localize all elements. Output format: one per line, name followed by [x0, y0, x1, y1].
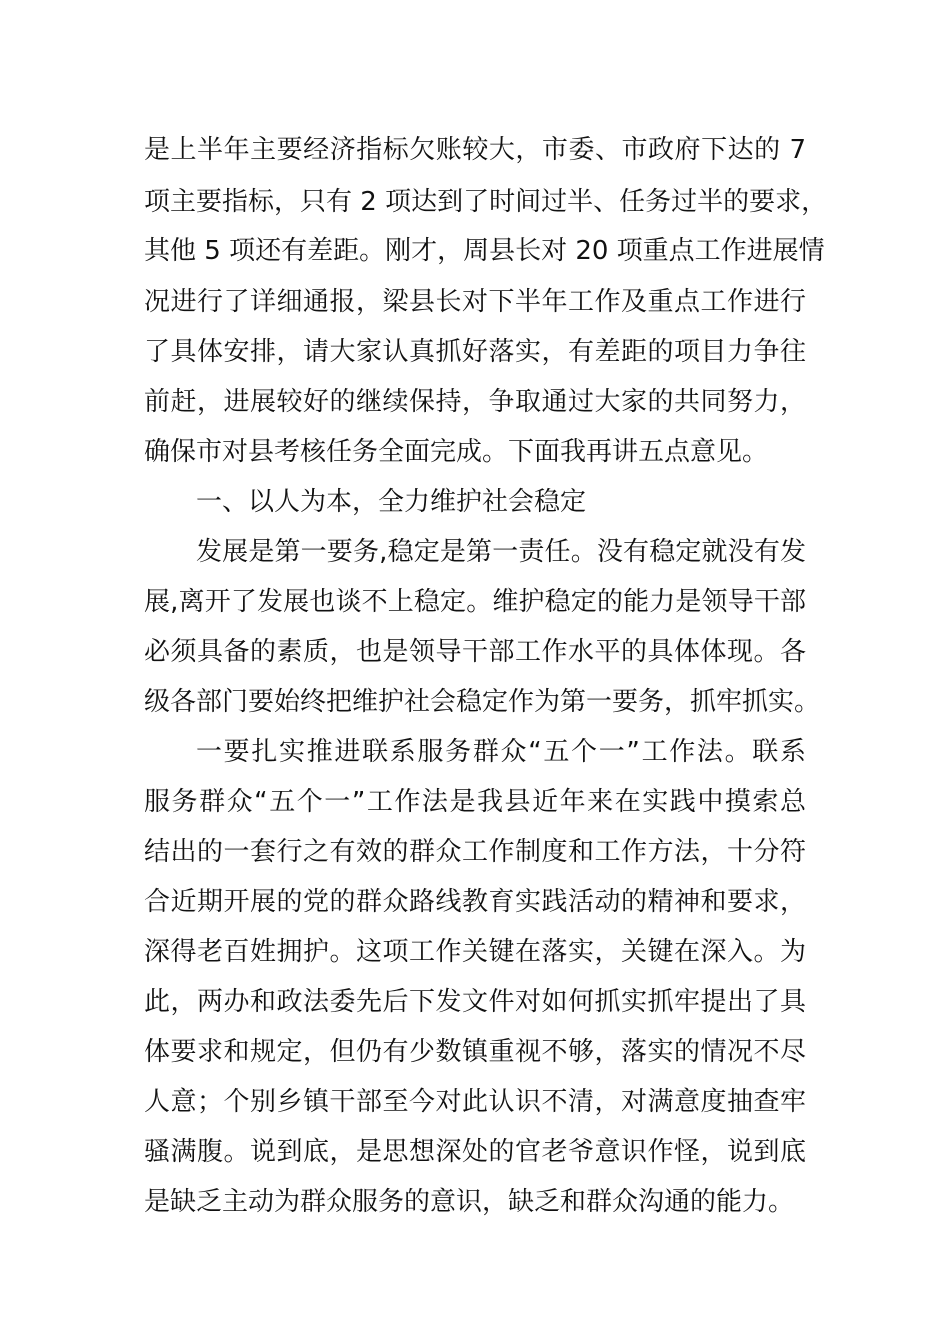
text-line: 是缺乏主动为群众服务的意识，缺乏和群众沟通的能力。 [144, 1187, 795, 1217]
text-line: 前赶，进展较好的继续保持，争取通过大家的共同努力， [144, 387, 806, 417]
text-line: 级各部门要始终把维护社会稳定作为第一要务，抓牢抓实。 [144, 687, 821, 717]
text-line: 发展是第一要务,稳定是第一责任。没有稳定就没有发 [196, 537, 806, 567]
text-line: 合近期开展的党的群众路线教育实践活动的精神和要求， [144, 887, 806, 917]
text-line: 况进行了详细通报，梁县长对下半年工作及重点工作进行 [144, 287, 806, 317]
text-line: 深得老百姓拥护。这项工作关键在落实，关键在深入。为 [144, 937, 806, 967]
text-line: 了具体安排，请大家认真抓好落实，有差距的项目力争往 [144, 337, 806, 367]
text-line: 必须具备的素质，也是领导干部工作水平的具体体现。各 [144, 637, 806, 667]
text-line: 人意；个别乡镇干部至今对此认识不清，对满意度抽查牢 [144, 1087, 806, 1117]
text-line: 展,离开了发展也谈不上稳定。维护稳定的能力是领导干部 [144, 587, 806, 617]
text-line: 一要扎实推进联系服务群众“五个一”工作法。联系 [196, 737, 806, 767]
text-line: 骚满腹。说到底，是思想深处的官老爷意识作怪，说到底 [144, 1137, 806, 1167]
text-line: 结出的一套行之有效的群众工作制度和工作方法，十分符 [144, 837, 806, 867]
text-line: 服务群众“五个一”工作法是我县近年来在实践中摸索总 [144, 787, 806, 817]
text-line: 是上半年主要经济指标欠账较大，市委、市政府下达的 7 [144, 135, 806, 165]
text-line: 其他 5 项还有差距。刚才，周县长对 20 项重点工作进展情 [144, 236, 825, 266]
text-line: 项主要指标，只有 2 项达到了时间过半、任务过半的要求， [144, 187, 828, 217]
text-line: 确保市对县考核任务全面完成。下面我再讲五点意见。 [144, 437, 769, 467]
text-line: 此，两办和政法委先后下发文件对如何抓实抓牢提出了具 [144, 987, 806, 1017]
section-heading: 一、以人为本，全力维护社会稳定 [196, 487, 587, 517]
text-line: 体要求和规定，但仍有少数镇重视不够，落实的情况不尽 [144, 1037, 806, 1067]
